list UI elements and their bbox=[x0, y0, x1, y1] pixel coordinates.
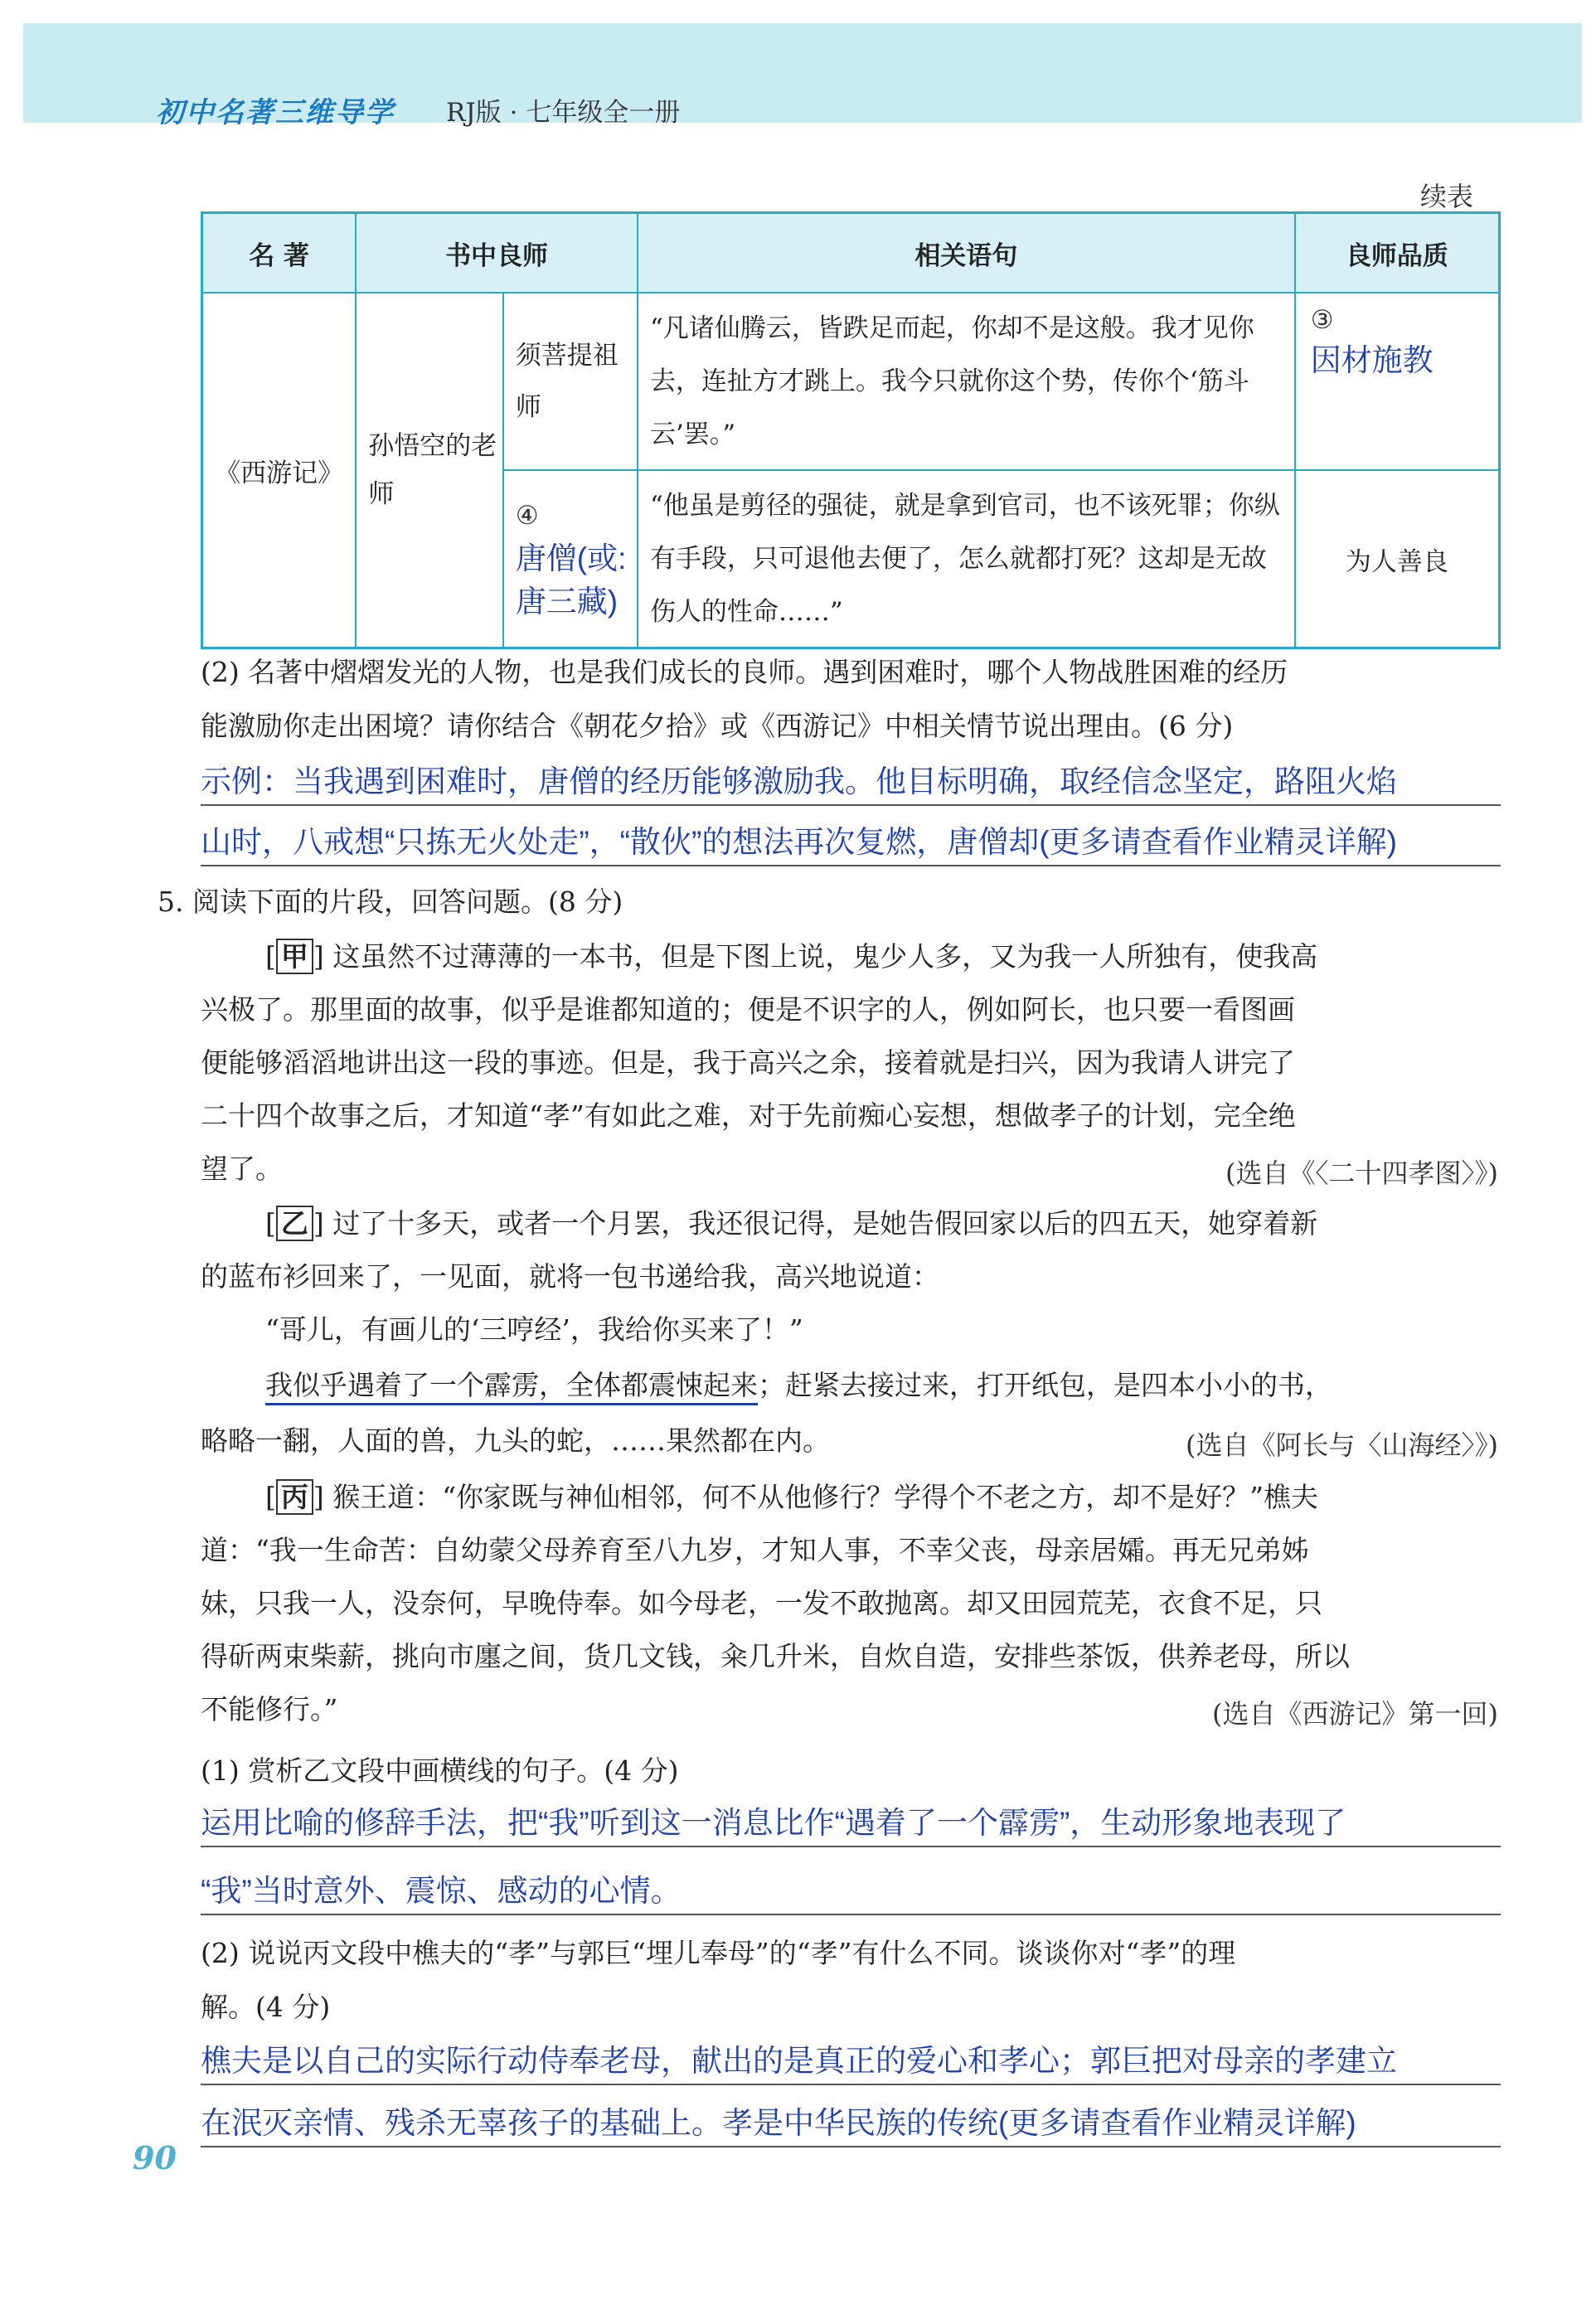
passage-label: 乙 bbox=[276, 1206, 313, 1241]
quality-cell: 为人善良 bbox=[1295, 470, 1500, 648]
underlined-sentence: 我似乎遇着了一个霹雳，全体都震悚起来 bbox=[265, 1369, 758, 1401]
quote-cell: “他虽是剪径的强徒，就是拿到官司，也不该死罪；你纵有手段，只可退他去便了，怎么就都打死？这却是无故伤人的性命……” bbox=[638, 470, 1295, 648]
table-row bbox=[202, 293, 1500, 470]
quality-cell bbox=[1295, 293, 1500, 470]
passage-text: 猴王道：“你家既与神仙相邻，何不从他修行？学得个不老之方，却不是好？”樵夫 bbox=[332, 1481, 1318, 1513]
answer-rule bbox=[201, 2084, 1501, 2085]
passage-line: [ 甲 ] 这虽然不过薄薄的一本书，但是下图上说，鬼少人多，又为我一人所独有，使我高 bbox=[265, 940, 1318, 973]
passage-line bbox=[265, 1364, 1332, 1403]
quote-cell: “凡诸仙腾云，皆跌足而起，你却不是这般。我才见你去，连扯方才跳上。我今只就你这个势，传你个‘筋斗云’罢。” bbox=[638, 293, 1295, 470]
header-quote: 相关语句 bbox=[638, 213, 1295, 294]
question-title: 5. 阅读下面的片段，回答问题。(8 分) bbox=[158, 886, 623, 918]
passage-line: 不能修行。” bbox=[201, 1693, 338, 1725]
question-text: 能激励你走出困境？请你结合《朝花夕拾》或《西游记》中相关情节说出理由。(6 分) bbox=[201, 710, 1234, 742]
passage-line: 略略一翻，人面的兽，九头的蛇，……果然都在内。 bbox=[201, 1424, 830, 1457]
question-text: 解。(4 分) bbox=[201, 1991, 331, 2023]
passage-source: (选自《阿长与〈山海经〉》) bbox=[1186, 1429, 1498, 1461]
answer-text: 山时，八戒想“只拣无火处走”，“散伙”的想法再次复燃，唐僧却(更多请查看作业精灵详解) bbox=[201, 825, 1397, 859]
passage-line: 得斫两束柴薪，挑向市廛之间，货几文钱，籴几升米，自炊自造，安排些茶饭，供养老母，所以 bbox=[201, 1640, 1350, 1672]
work-cell: 《西游记》 bbox=[202, 293, 357, 648]
answer-rule bbox=[201, 1914, 1501, 1915]
question-text: (1) 赏析乙文段中画横线的句子。(4 分) bbox=[201, 1754, 679, 1787]
teacher-table bbox=[201, 211, 1501, 649]
passage-line: [ 乙 ] 过了十多天，或者一个月罢，我还很记得，是她告假回家以后的四五天，她穿着新 bbox=[265, 1207, 1318, 1240]
answer-rule bbox=[201, 804, 1501, 806]
page-header bbox=[23, 23, 1582, 129]
passage-line: [ 丙 ] 猴王道：“你家既与神仙相邻，何不从他修行？学得个不老之方，却不是好？”樵夫 bbox=[265, 1481, 1318, 1513]
blank-number: ④ bbox=[515, 501, 539, 531]
answer-rule bbox=[201, 1846, 1501, 1847]
answer-rule bbox=[201, 2146, 1501, 2147]
table-header-row bbox=[202, 213, 1500, 294]
passage-line: 望了。 bbox=[201, 1152, 283, 1185]
header-quality: 良师品质 bbox=[1295, 213, 1500, 294]
question-text: (2) 说说丙文段中樵夫的“孝”与郭巨“埋儿奉母”的“孝”有什么不同。谈谈你对“孝”的理 bbox=[201, 1937, 1236, 1969]
teacher-name-cell: 须菩提祖师 bbox=[503, 293, 638, 470]
question-text: (2) 名著中熠熠发光的人物，也是我们成长的良师。遇到困难时，哪个人物战胜困难的经历 bbox=[201, 656, 1288, 688]
page-number: 90 bbox=[133, 2139, 177, 2176]
passage-line: 兴极了。那里面的故事，似乎是谁都知道的；便是不识字的人，例如阿长，也只要一看图画 bbox=[201, 993, 1295, 1026]
answer-text: “我”当时意外、震惊、感动的心情。 bbox=[201, 1874, 682, 1908]
passage-label: 丙 bbox=[276, 1479, 313, 1515]
blank-number: ③ bbox=[1310, 305, 1334, 335]
passage-line: 的蓝布衫回来了，一见面，就将一包书递给我，高兴地说道： bbox=[201, 1260, 939, 1293]
passage-source: (选自《〈二十四孝图〉》) bbox=[1225, 1157, 1498, 1189]
series-title: 初中名著三维导学 bbox=[156, 96, 395, 129]
answer-text: 在泯灭亲情、残杀无辜孩子的基础上。孝是中华民族的传统(更多请查看作业精灵详解) bbox=[201, 2106, 1356, 2140]
answer-text: 樵夫是以自己的实际行动侍奉老母，献出的是真正的爱心和孝心；郭巨把对母亲的孝建立 bbox=[201, 2044, 1397, 2078]
passage-text: ；赶紧去接过来，打开纸包，是四本小小的书， bbox=[758, 1369, 1332, 1401]
teacher-group-cell: 孙悟空的老师 bbox=[356, 293, 503, 648]
answer-text: 唐僧(或:唐三藏) bbox=[515, 541, 627, 619]
answer-text: 因材施教 bbox=[1310, 343, 1433, 377]
table-continued-label: 续表 bbox=[1419, 181, 1473, 212]
passage-text: 这虽然不过薄薄的一本书，但是下图上说，鬼少人多，又为我一人所独有，使我高 bbox=[332, 940, 1318, 973]
passage-source: (选自《西游记》第一回) bbox=[1212, 1698, 1498, 1730]
answer-text: 运用比喻的修辞手法，把“我”听到这一消息比作“遇着了一个霹雳”，生动形象地表现了 bbox=[201, 1806, 1346, 1840]
answer-rule bbox=[201, 865, 1501, 866]
answer-text: 示例：当我遇到困难时，唐僧的经历能够激励我。他目标明确，取经信念坚定，路阻火焰 bbox=[201, 764, 1397, 798]
passage-label: 甲 bbox=[276, 939, 313, 974]
passage-line: 二十四个故事之后，才知道“孝”有如此之难，对于先前痴心妄想，想做孝子的计划，完全绝 bbox=[201, 1099, 1296, 1132]
passage-line: 道：“我一生命苦：自幼蒙父母养育至八九岁，才知人事，不幸父丧，母亲居孀。再无兄弟姊 bbox=[201, 1534, 1309, 1566]
passage-line: 妹，只我一人，没奈何，早晚侍奉。如今母老，一发不敢抛离。却又田园荒芜，衣食不足，只 bbox=[201, 1587, 1322, 1619]
teacher-name-cell bbox=[503, 470, 638, 648]
header-work: 名 著 bbox=[202, 213, 357, 294]
passage-text: 过了十多天，或者一个月罢，我还很记得，是她告假回家以后的四五天，她穿着新 bbox=[332, 1207, 1318, 1240]
passage-line: 便能够滔滔地讲出这一段的事迹。但是，我于高兴之余，接着就是扫兴，因为我请人讲完了 bbox=[201, 1046, 1295, 1079]
passage-line: “哥儿，有画儿的‘三哼经’，我给你买来了！” bbox=[265, 1313, 803, 1346]
header-teacher: 书中良师 bbox=[356, 213, 638, 294]
edition-label: RJ版 · 七年级全一册 bbox=[446, 98, 681, 128]
